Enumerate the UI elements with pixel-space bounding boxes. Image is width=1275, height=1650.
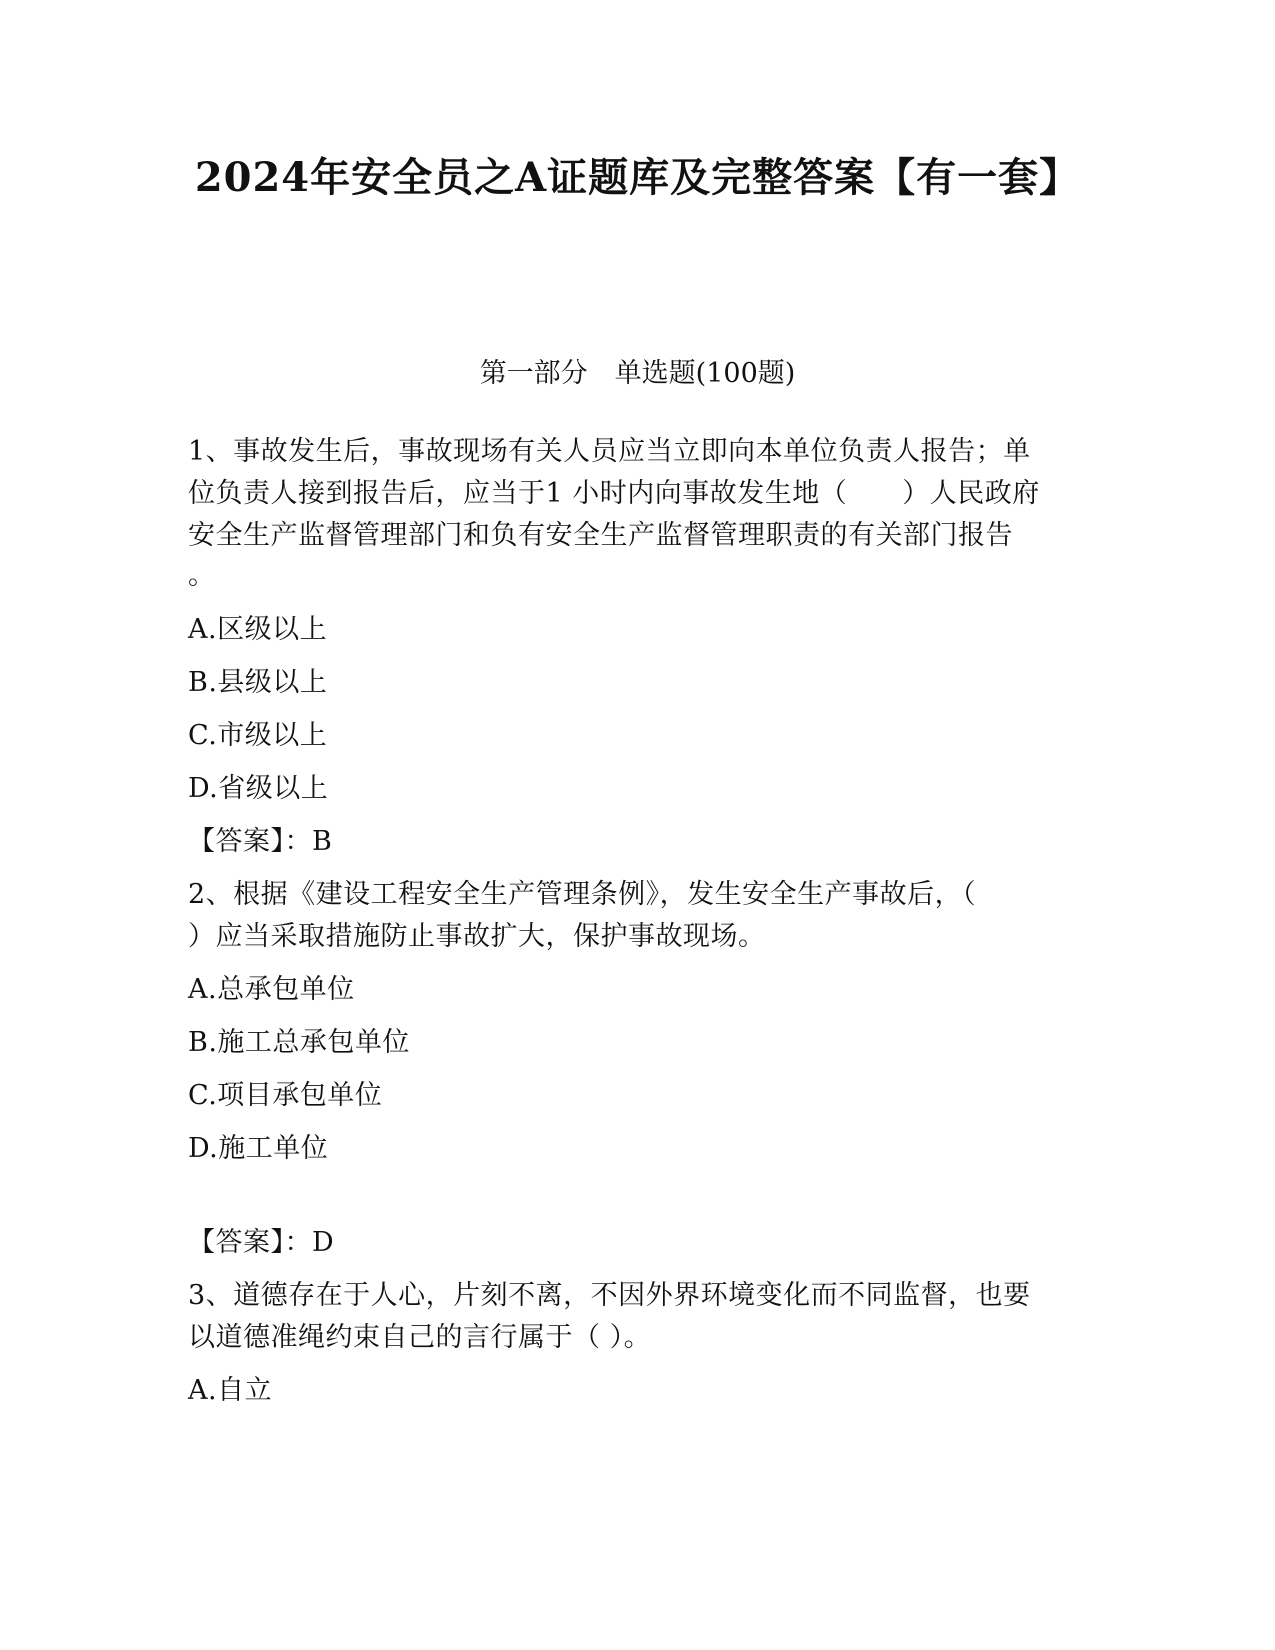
question-3-stem-line: 以道德准绳约束自己的言行属于（ ）。 [188, 1322, 652, 1353]
question-1-stem-line: 。 [188, 560, 216, 591]
question-2-stem-line: ）应当采取措施防止事故扩大，保护事故现场。 [188, 921, 766, 952]
question-1-option-c: C.市级以上 [188, 720, 328, 751]
question-2-option-a: A.总承包单位 [188, 974, 355, 1005]
question-2-option-c: C.项目承包单位 [188, 1080, 383, 1111]
question-1-stem-line: 1、事故发生后，事故现场有关人员应当立即向本单位负责人报告；单 [188, 436, 1031, 467]
question-1-stem-line: 位负责人接到报告后，应当于1 小时内向事故发生地（ ）人民政府 [188, 478, 1040, 509]
question-1-stem-line: 安全生产监督管理部门和负有安全生产监督管理职责的有关部门报告 [188, 520, 1013, 551]
question-2-option-d: D.施工单位 [188, 1133, 329, 1164]
section-heading: 第一部分 单选题(100题) [479, 358, 796, 389]
question-3-stem-line: 3、道德存在于人心，片刻不离，不因外界环境变化而不同监督，也要 [188, 1280, 1031, 1311]
document-title: 2024年安全员之A证题库及完整答案【有一套】 [194, 154, 1081, 201]
question-1-answer: 【答案】：B [188, 826, 333, 857]
question-2-answer: 【答案】：D [188, 1227, 335, 1258]
question-1-option-d: D.省级以上 [188, 773, 329, 804]
question-1-option-a: A.区级以上 [188, 614, 328, 645]
question-1-option-b: B.县级以上 [188, 667, 328, 698]
question-2-option-b: B.施工总承包单位 [188, 1027, 410, 1058]
question-3-option-a: A.自立 [188, 1375, 273, 1406]
question-2-stem-line: 2、根据《建设工程安全生产管理条例》，发生安全生产事故后，（ [188, 879, 977, 910]
